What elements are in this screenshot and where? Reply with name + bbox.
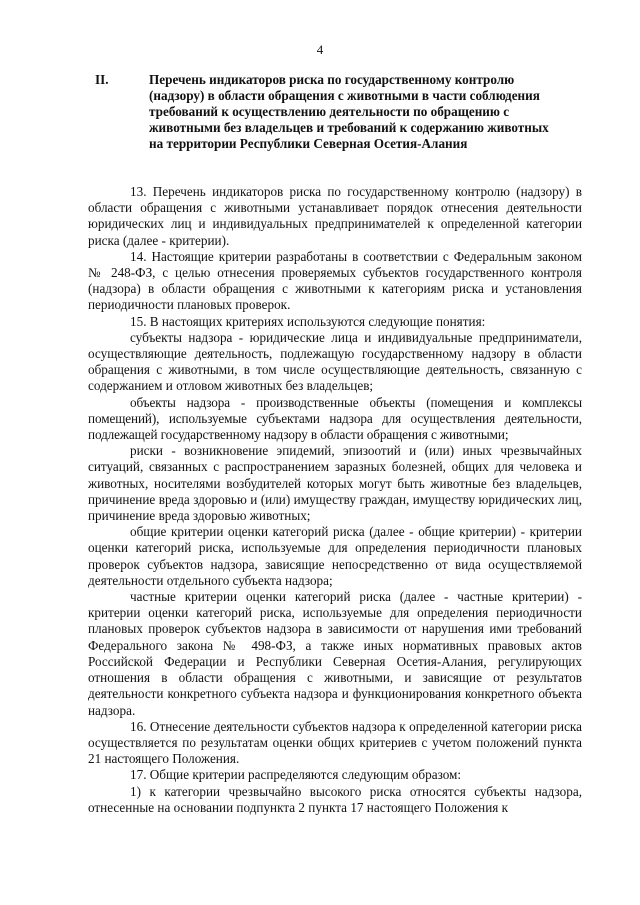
paragraph-15: 15. В настоящих критериях используются следующие понятия: (130, 313, 486, 329)
definition-subjects: субъекты надзора - юридические лица и индивидуальные предприниматели, осуществляющие деятельность, подлежащую государственному надзору в области обращения с животными, в том числе осуществляющие деятельность, связанную с содержанием и отловом животных без владельцев; (88, 329, 582, 394)
paragraph-16: 16. Отнесение деятельности субъектов надзора к определенной категории риска осуществляется по результатам оценки общих критериев с учетом положений пункта 21 настоящего Положения. (88, 718, 582, 767)
paragraph-17: 17. Общие критерии распределяются следующим образом: (130, 767, 462, 783)
page-number: 4 (316, 42, 324, 57)
definition-objects: объекты надзора - производственные объекты (помещения и комплексы помещений), используемые субъектами надзора для осуществления деятельности, подлежащей государственному надзору в области обращения с животными; (88, 394, 582, 443)
section-heading (95, 72, 565, 152)
document-body (88, 184, 582, 816)
section-title: Перечень индикаторов риска по государственному контролю (надзору) в области обращения с животными в части соблюдения требований к осуществлению деятельности по обращению с животными без владельцев и требований к содержанию животных на территории Республики Северная Осетия-Алания (149, 72, 549, 151)
paragraph-14: 14. Настоящие критерии разработаны в соответствии с Федеральным законом № 248-ФЗ, с целью отнесения проверяемых субъектов государственного контроля (надзора) в области обращения с животными к категориям риска и установления периодичности плановых проверок. (88, 248, 582, 313)
definition-specific-criteria: частные критерии оценки категорий риска (далее - частные критерии) - критерии оценки категорий риска, используемые для определения периодичности плановых проверок субъектов надзора в зависимости от нарушения ими требований Федерального закона № 498-ФЗ, а также иных нормативных правовых актов Российской Федерации и Республики Северная Осетия-Алания, регулирующих отношения в области обращения с животными, и зависящие от результатов деятельности конкретного субъекта надзора и функционирования конкретного объекта надзора. (88, 589, 582, 718)
section-number: II. (95, 72, 109, 87)
paragraph-13: 13. Перечень индикаторов риска по государственному контролю (надзору) в области обращения с животными устанавливает порядок отнесения деятельности юридических лиц и индивидуальных предпринимателей к определенной категории риска (далее - критерии). (88, 184, 582, 248)
definition-general-criteria: общие критерии оценки категорий риска (далее - общие критерии) - критерии оценки категорий риска, используемые для определения периодичности плановых проверок субъектов надзора, зависящие непосредственно от вида осуществляемой деятельности отдельного субъекта надзора; (88, 524, 582, 588)
definition-risks: риски - возникновение эпидемий, эпизоотий и (или) иных чрезвычайных ситуаций, связанных с распространением заразных болезней, общих для человека и животных, носителями возбудителей которых могут быть животные без владельцев, причинение вреда здоровью и (или) имуществу граждан, имуществу юридических лиц, причинение вреда здоровью животных; (88, 443, 582, 524)
list-item-1: 1) к категории чрезвычайно высокого риска относятся субъекты надзора, отнесенные на основании подпункта 2 пункта 17 настоящего Положения к (88, 783, 582, 815)
